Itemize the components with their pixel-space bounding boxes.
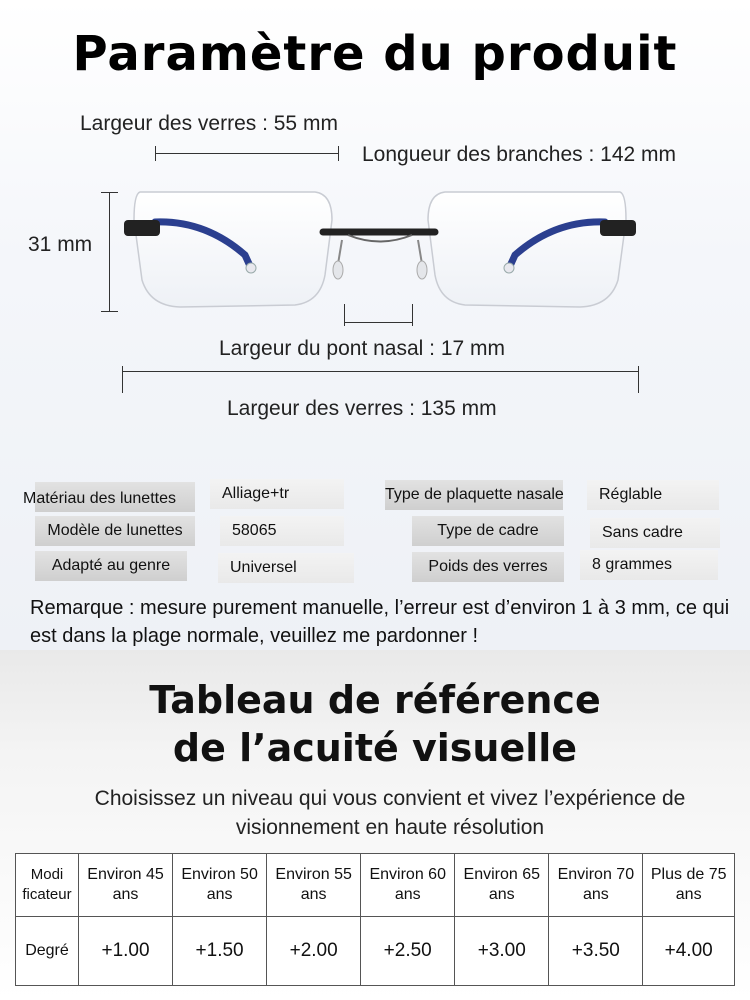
spec-label-material: Matériau des lunettes [35,482,195,512]
bridge-width-line [344,322,413,323]
reference-title-line-1: Tableau de référence [149,678,601,722]
table-row [16,917,735,986]
lens-width-line [155,153,338,154]
glasses-illustration [110,180,650,330]
lens-height-label: 31 mm [28,233,93,256]
age-cell: Plus de 75 ans [643,854,735,917]
page-title: Paramètre du produit [72,26,678,82]
acuity-table [15,853,735,986]
lens-width-tick-right [338,146,339,161]
spec-label-model: Modèle de lunettes [35,516,195,546]
bridge-width-label: Largeur du pont nasal : 17 mm [219,337,506,360]
degree-cell: +3.50 [549,917,643,986]
spec-label-gender: Adapté au genre [35,551,187,581]
age-cell: Environ 45 ans [79,854,173,917]
modifier-header-cell: Modi ficateur [16,854,79,917]
spec-value-nose-pad: Réglable [587,480,719,510]
reference-title [0,676,750,772]
left-nose-pad [333,261,343,279]
age-cell: Environ 50 ans [173,854,267,917]
total-width-tick-left [122,366,123,393]
total-width-label: Largeur des verres : 135 mm [227,397,497,420]
degree-cell: +1.50 [173,917,267,986]
degree-cell: +1.00 [79,917,173,986]
lens-width-tick-left [155,146,156,161]
total-width-line [122,371,639,372]
spec-value-model: 58065 [220,516,344,546]
remark-text: Remarque : mesure purement manuelle, l’erreur est d’environ 1 à 3 mm, ce qui est dans la plage normale, veuillez me pardonner ! [30,597,730,647]
reference-subtitle: Choisissez un niveau qui vous convient et vivez l’expérience de visionnement en haute résolution [94,787,686,839]
right-nose-pad [417,261,427,279]
age-cell: Environ 65 ans [455,854,549,917]
total-width-tick-right [638,366,639,393]
temple-length-label: Longueur des branches : 142 mm [362,143,677,166]
degree-cell: +3.00 [455,917,549,986]
right-hinge [600,220,636,236]
bridge-width-tick-right [412,304,413,326]
degree-cell: +4.00 [643,917,735,986]
spec-value-gender: Universel [218,553,354,583]
spec-value-material: Alliage+tr [210,479,344,509]
degree-cell: +2.00 [267,917,361,986]
left-hinge [124,220,160,236]
spec-value-frame-type: Sans cadre [590,518,720,548]
table-row [16,854,735,917]
bridge-width-tick-left [344,304,345,326]
reference-title-line-2: de l’acuité visuelle [172,726,578,770]
spec-label-weight: Poids des verres [412,552,564,582]
degree-header-cell: Degré [16,917,79,986]
spec-label-nose-pad: Type de plaquette nasale [385,480,563,510]
lens-width-label: Largeur des verres : 55 mm [80,112,338,135]
spec-value-weight: 8 grammes [580,550,718,580]
age-cell: Environ 55 ans [267,854,361,917]
age-cell: Environ 70 ans [549,854,643,917]
spec-label-frame-type: Type de cadre [412,516,564,546]
degree-cell: +2.50 [361,917,455,986]
age-cell: Environ 60 ans [361,854,455,917]
